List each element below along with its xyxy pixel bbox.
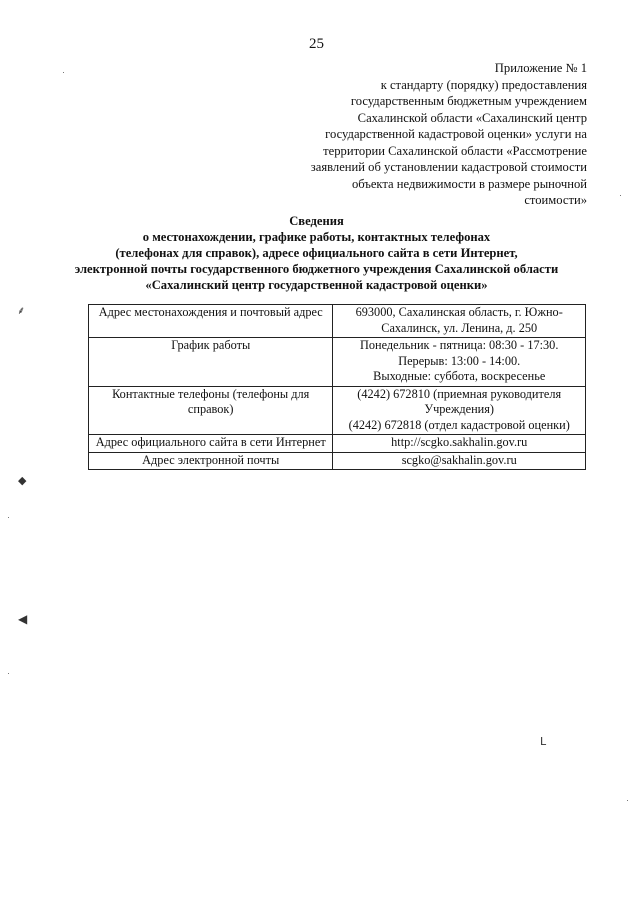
table-row bbox=[89, 435, 586, 453]
appendix-line: Сахалинской области «Сахалинский центр bbox=[357, 110, 587, 125]
table-row bbox=[89, 452, 586, 470]
scan-speck bbox=[8, 517, 9, 518]
row-value bbox=[333, 435, 586, 453]
value-line: Перерыв: 13:00 - 14:00. bbox=[398, 353, 521, 368]
row-value bbox=[333, 305, 586, 338]
value-line: Сахалинск, ул. Ленина, д. 250 bbox=[381, 320, 538, 335]
row-label: Адрес электронной почты bbox=[89, 452, 333, 470]
value-line: (4242) 672810 (приемная руководителя bbox=[357, 386, 562, 401]
appendix-line: к стандарту (порядку) предоставления bbox=[380, 77, 587, 92]
row-label: График работы bbox=[89, 338, 333, 387]
title-line: (телефонах для справок), адресе официального сайта в сети Интернет, bbox=[115, 246, 518, 260]
scan-speck bbox=[63, 72, 64, 73]
title-line: о местонахождении, графике работы, контактных телефонах bbox=[142, 230, 491, 244]
value-line: Учреждения) bbox=[424, 402, 495, 416]
appendix-line: территории Сахалинской области «Рассмотрение bbox=[323, 143, 587, 158]
value-line: Выходные: суббота, воскресенье bbox=[373, 369, 546, 383]
value-line: 693000, Сахалинская область, г. Южно- bbox=[355, 305, 563, 319]
table-row bbox=[89, 305, 586, 338]
title-line: электронной почты государственного бюджетного учреждения Сахалинской области bbox=[74, 262, 559, 276]
document-title bbox=[0, 213, 633, 293]
appendix-line: государственным бюджетным учреждением bbox=[350, 94, 587, 108]
appendix-line: Приложение № 1 bbox=[494, 61, 587, 75]
email-link[interactable]: scgko@sakhalin.gov.ru bbox=[401, 452, 517, 467]
title-line: Сведения bbox=[289, 214, 344, 228]
row-value bbox=[333, 338, 586, 387]
appendix-line: объекта недвижимости в размере рыночной bbox=[351, 176, 587, 191]
row-label: Контактные телефоны (телефоны для справок) bbox=[89, 386, 333, 435]
scan-mark: ◆ bbox=[18, 474, 27, 487]
page-number: 25 bbox=[309, 36, 324, 52]
appendix-line: государственной кадастровой оценки» услуги на bbox=[325, 127, 587, 141]
scan-speck bbox=[8, 673, 9, 674]
table-row bbox=[89, 338, 586, 387]
value-line: (4242) 672818 (отдел кадастровой оценки) bbox=[348, 417, 570, 432]
scan-speck bbox=[620, 195, 621, 196]
title-line: «Сахалинский центр государственной кадастровой оценки» bbox=[145, 278, 488, 292]
value-line: Понедельник - пятница: 08:30 - 17:30. bbox=[360, 338, 559, 352]
appendix-line: заявлений об установлении кадастровой стоимости bbox=[310, 160, 587, 174]
row-value bbox=[333, 452, 586, 470]
scan-speck bbox=[627, 800, 628, 801]
row-label: Адрес местонахождения и почтовый адрес bbox=[89, 305, 333, 338]
scan-mark: ⸙ bbox=[17, 304, 26, 317]
info-table bbox=[88, 304, 586, 470]
website-link[interactable]: http://scgko.sakhalin.gov.ru bbox=[391, 435, 528, 449]
appendix-note bbox=[287, 60, 587, 209]
scan-mark: ᒪ bbox=[540, 735, 547, 748]
table-row bbox=[89, 386, 586, 435]
row-value bbox=[333, 386, 586, 435]
appendix-line: стоимости» bbox=[524, 193, 587, 207]
scan-mark: ◀ bbox=[18, 612, 28, 626]
row-label: Адрес официального сайта в сети Интернет bbox=[89, 435, 333, 453]
